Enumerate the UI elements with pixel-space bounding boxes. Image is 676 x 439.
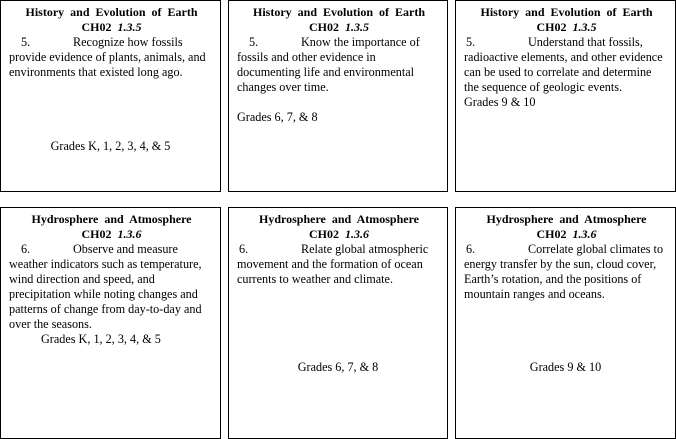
card-title: History and Evolution of Earth (252, 5, 426, 19)
code-number: 1.3.5 (117, 20, 142, 34)
standard-card (455, 207, 676, 439)
grade-levels: Grades 9 & 10 (464, 95, 536, 109)
standard-card (455, 0, 676, 192)
code-number: 1.3.5 (345, 20, 369, 34)
code-prefix: CH02 (309, 227, 339, 241)
code-prefix: CH02 (536, 227, 567, 241)
code-prefix: CH02 (309, 20, 339, 34)
standard-card (0, 0, 221, 192)
code-number: 1.3.5 (572, 20, 597, 34)
standard-description: Understand that fossils, radioactive elements, and other evidence can be used to correlate and determine the sequence of geologic events. (464, 35, 663, 94)
standard-text (9, 242, 214, 332)
standard-code (237, 20, 441, 35)
standard-number: 6. (466, 242, 476, 256)
code-number: 1.3.6 (572, 227, 597, 241)
standard-text (9, 35, 214, 80)
standard-text (464, 35, 669, 95)
standard-description: Know the importance of fossils and other evidence in documenting life and environmental changes over time. (237, 35, 420, 94)
standard-card (228, 207, 448, 439)
standard-description: Relate global atmospheric movement and the formation of ocean currents to weather and climate. (237, 242, 429, 286)
standard-text (237, 35, 441, 95)
code-number: 1.3.6 (345, 227, 369, 241)
standard-card (0, 207, 221, 439)
code-prefix: CH02 (81, 227, 112, 241)
standard-card (228, 0, 448, 192)
standard-number: 5. (249, 35, 259, 49)
standard-code (9, 227, 214, 242)
code-prefix: CH02 (81, 20, 112, 34)
standard-code (464, 227, 669, 242)
standard-number: 5. (466, 35, 476, 49)
standard-description: Observe and measure weather indicators such as temperature, wind direction and speed, and precipitation while noting changes and patterns of change from day-to-day and over the seasons. (9, 242, 202, 331)
code-prefix: CH02 (536, 20, 567, 34)
grade-levels: Grades 6, 7, & 8 (297, 360, 379, 374)
card-title: History and Evolution of Earth (25, 5, 198, 19)
grade-levels: Grades K, 1, 2, 3, 4, & 5 (41, 332, 161, 346)
card-title: Hydrosphere and Atmosphere (258, 212, 420, 226)
code-number: 1.3.6 (117, 227, 142, 241)
standard-number: 6. (239, 242, 249, 256)
card-title: Hydrosphere and Atmosphere (486, 212, 647, 226)
standard-number: 5. (21, 35, 31, 49)
grade-levels: Grades 6, 7, & 8 (237, 110, 318, 124)
grade-levels: Grades K, 1, 2, 3, 4, & 5 (50, 139, 171, 153)
standard-description: Correlate global climates to energy transfer by the sun, cloud cover, Earth’s rotation, and the positions of mountain ranges and oceans. (464, 242, 664, 301)
card-title: History and Evolution of Earth (480, 5, 653, 19)
standard-text (464, 242, 669, 302)
card-title: Hydrosphere and Atmosphere (31, 212, 192, 226)
standard-code (237, 227, 441, 242)
grade-levels: Grades 9 & 10 (529, 360, 602, 374)
standard-code (464, 20, 669, 35)
standard-code (9, 20, 214, 35)
standard-description: Recognize how fossils provide evidence of plants, animals, and environments that existed long ago. (9, 35, 206, 79)
standard-number: 6. (21, 242, 31, 256)
standard-text (237, 242, 441, 287)
